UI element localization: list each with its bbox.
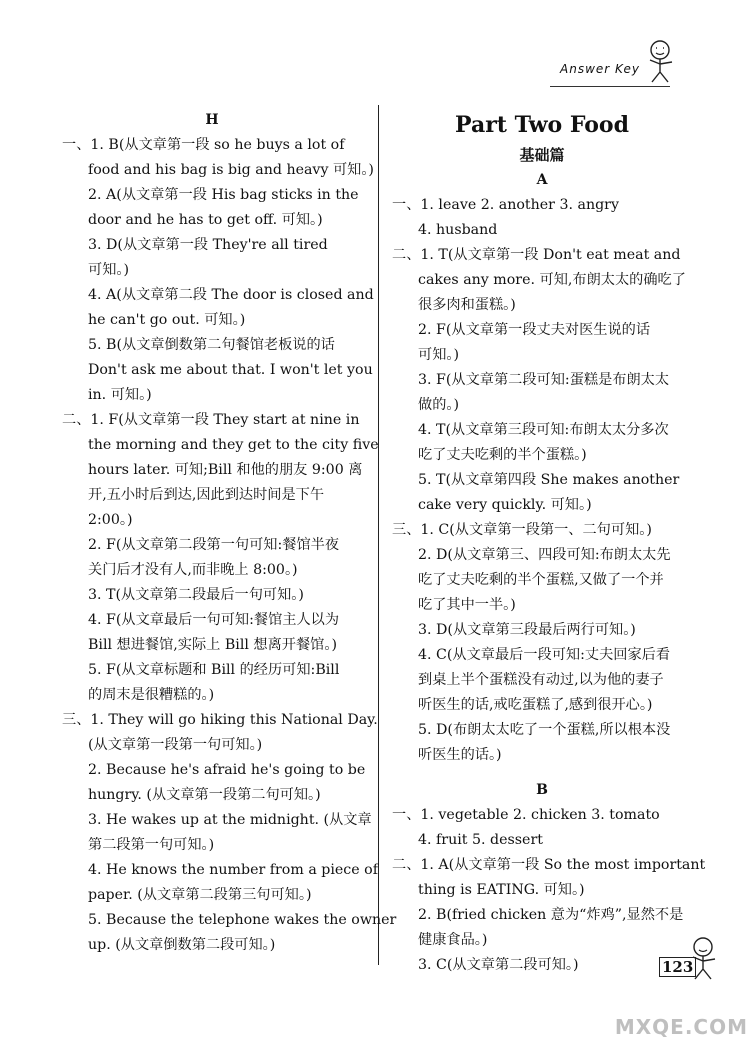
- answer-line: 5. F(从文章标题和 Bill 的经历可知:Bill: [88, 662, 340, 678]
- column-divider: [378, 105, 379, 965]
- answer-line: door and he has to get off. 可知。): [88, 212, 323, 228]
- answer-line: 吃了其中一半。): [418, 597, 516, 613]
- answer-line: food and his bag is big and heavy 可知。): [88, 162, 374, 178]
- answer-line: paper. (从文章第二段第三句可知。): [88, 887, 312, 903]
- answer-line: 很多肉和蛋糕。): [418, 297, 516, 313]
- answer-line: 可知。): [418, 347, 459, 363]
- left-answer-lines: [62, 133, 397, 958]
- answer-line: 3. T(从文章第二段最后一句可知。): [88, 587, 304, 603]
- answer-line: Don't ask me about that. I won't let you: [88, 362, 373, 378]
- right-answer-lines-b: [392, 803, 706, 978]
- page-header: [560, 38, 710, 88]
- left-column: [62, 108, 397, 958]
- answer-line: 4. F(从文章最后一句可知:餐馆主人以为: [88, 612, 340, 628]
- answer-line: 二、1. T(从文章第一段 Don't eat meat and: [392, 247, 681, 263]
- answer-line: 三、1. C(从文章第一段第一、二句可知。): [392, 522, 652, 538]
- answer-line: 4. T(从文章第三段可知:布朗太太分多次: [418, 422, 669, 438]
- section-subtitle: 基础篇: [519, 146, 565, 164]
- answer-line: 一、1. leave 2. another 3. angry: [392, 197, 619, 213]
- answer-line: 2:00。): [88, 512, 133, 528]
- stick-figure-icon: [642, 38, 682, 84]
- answer-line: thing is EATING. 可知。): [418, 882, 585, 898]
- answer-line: 吃了丈夫吃剩的半个蛋糕,又做了一个并: [418, 572, 664, 588]
- answer-line: 三、1. They will go hiking this National Day.: [62, 712, 378, 728]
- answer-line: 关门后才没有人,而非晚上 8:00。): [88, 562, 298, 578]
- header-title: Answer Key: [560, 62, 640, 76]
- answer-line: 二、1. A(从文章第一段 So the most important: [392, 857, 706, 873]
- answer-line: he can't go out. 可知。): [88, 312, 246, 328]
- answer-line: (从文章第一段第一句可知。): [88, 737, 263, 753]
- answer-line: 5. T(从文章第四段 She makes another: [418, 472, 680, 488]
- answer-line: 吃了丈夫吃剩的半个蛋糕。): [418, 447, 587, 463]
- answer-line: 3. F(从文章第二段可知:蛋糕是布朗太太: [418, 372, 670, 388]
- answer-line: 到桌上半个蛋糕没有动过,以为他的妻子: [418, 672, 664, 688]
- section-heading-b: B: [536, 782, 548, 798]
- section-heading-a: A: [536, 172, 548, 188]
- answer-line: 二、1. F(从文章第一段 They start at nine in: [62, 412, 360, 428]
- answer-line: hungry. (从文章第一段第二句可知。): [88, 787, 321, 803]
- page-footer: [614, 935, 750, 1045]
- right-answer-lines-a: [392, 193, 692, 768]
- answer-line: up. (从文章倒数第二段可知。): [88, 937, 276, 953]
- answer-line: 听医生的话,戒吃蛋糕了,感到很开心。): [418, 697, 653, 713]
- answer-line: 4. husband: [418, 222, 498, 238]
- answer-line: in. 可知。): [88, 387, 152, 403]
- answer-line: 2. Because he's afraid he's going to be: [88, 762, 366, 778]
- answer-line: 5. B(从文章倒数第二句餐馆老板说的话: [88, 337, 335, 353]
- answer-line: 3. D(从文章第一段 They're all tired: [88, 237, 328, 253]
- answer-line: 5. Because the telephone wakes the owner: [88, 912, 397, 928]
- answer-line: 第二段第一句可知。): [88, 837, 215, 853]
- answer-line: hours later. 可知;Bill 和他的朋友 9:00 离: [88, 462, 363, 478]
- part-title: Part Two Food: [455, 112, 629, 138]
- answer-line: 做的。): [418, 397, 459, 413]
- answer-line: 3. C(从文章第二段可知。): [418, 957, 579, 973]
- section-heading-h: H: [205, 112, 219, 128]
- answer-line: cakes any more. 可知,布朗太太的确吃了: [418, 272, 686, 288]
- answer-line: 可知。): [88, 262, 129, 278]
- answer-line: 2. A(从文章第一段 His bag sticks in the: [88, 187, 359, 203]
- answer-line: 5. D(布朗太太吃了一个蛋糕,所以根本没: [418, 722, 671, 738]
- answer-line: 一、1. vegetable 2. chicken 3. tomato: [392, 807, 660, 823]
- answer-line: 3. D(从文章第三段最后两行可知。): [418, 622, 636, 638]
- answer-line: 开,五小时后到达,因此到达时间是下午: [88, 487, 325, 503]
- answer-line: 4. C(从文章最后一段可知:丈夫回家后看: [418, 647, 671, 663]
- answer-line: 的周末是很糟糕的。): [88, 687, 215, 703]
- answer-line: 4. A(从文章第二段 The door is closed and: [88, 287, 374, 303]
- answer-line: the morning and they get to the city five: [88, 437, 379, 453]
- answer-line: 一、1. B(从文章第一段 so he buys a lot of: [62, 137, 345, 153]
- answer-line: 2. B(fried chicken 意为“炸鸡”,显然不是: [418, 907, 684, 923]
- answer-line: cake very quickly. 可知。): [418, 497, 592, 513]
- answer-line: 2. F(从文章第一段丈夫对医生说的话: [418, 322, 651, 338]
- watermark: MXQE.COM: [614, 1015, 748, 1039]
- answer-line: 4. He knows the number from a piece of: [88, 862, 378, 878]
- answer-line: Bill 想进餐馆,实际上 Bill 想离开餐馆。): [88, 637, 337, 653]
- right-column: [392, 108, 706, 978]
- page-number: 123: [659, 957, 696, 977]
- answer-line: 4. fruit 5. dessert: [418, 832, 543, 848]
- header-rule: [550, 86, 670, 87]
- answer-line: 2. D(从文章第三、四段可知:布朗太太先: [418, 547, 671, 563]
- answer-line: 听医生的话。): [418, 747, 502, 763]
- answer-line: 2. F(从文章第二段第一句可知:餐馆半夜: [88, 537, 340, 553]
- answer-line: 健康食品。): [418, 932, 488, 948]
- answer-line: 3. He wakes up at the midnight. (从文章: [88, 812, 372, 828]
